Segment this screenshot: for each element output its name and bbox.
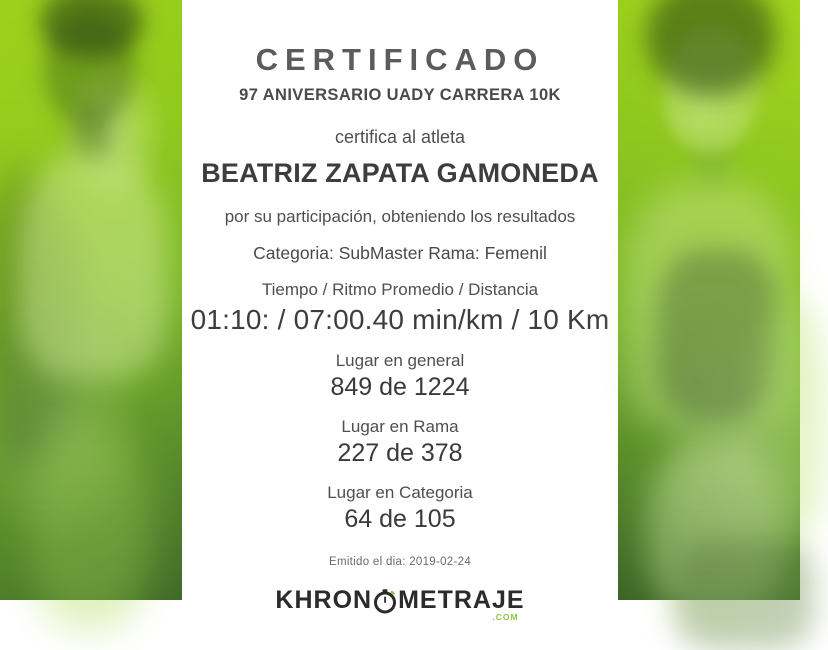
issued-date: Emitido el dia: 2019-02-24 <box>328 556 472 568</box>
category-rama-line: Categoria: SubMaster Rama: Femenil <box>253 243 547 263</box>
place-categoria-label: Lugar en Categoria <box>327 483 473 502</box>
place-general-label: Lugar en general <box>335 351 465 370</box>
right-photo-green-overlay <box>618 0 800 600</box>
metrics-value: 01:10: / 07:00.40 min/km / 10 Km <box>190 304 610 335</box>
place-general-value: 849 de 1224 <box>330 373 470 401</box>
participation-text: por su participación, obteniendo los resultados <box>224 207 576 226</box>
place-categoria <box>327 468 473 534</box>
certifies-label: certifica al atleta <box>334 127 466 147</box>
place-general <box>330 336 469 402</box>
logo-text-part1: KHRON <box>275 586 373 614</box>
stopwatch-icon <box>372 588 398 614</box>
athlete-name: BEATRIZ ZAPATA GAMONEDA <box>201 158 599 188</box>
metrics-label: Tiempo / Ritmo Promedio / Distancia <box>261 280 539 299</box>
place-categoria-value: 64 de 105 <box>344 505 456 533</box>
event-name: 97 ANIVERSARIO UADY CARRERA 10K <box>239 86 561 104</box>
certificate-title: CERTIFICADO <box>255 42 545 77</box>
place-rama-value: 227 de 378 <box>337 439 463 467</box>
left-photo-green-overlay <box>0 0 182 600</box>
logo-domain-suffix: .COM <box>492 612 519 622</box>
logo-text-part2: METRAJE <box>398 586 525 614</box>
right-runner-photo <box>618 0 800 600</box>
certificate-card <box>182 0 618 622</box>
place-rama <box>337 402 462 468</box>
left-runner-photo <box>0 0 182 600</box>
place-rama-label: Lugar en Rama <box>341 417 459 436</box>
khronometraje-logo <box>275 586 525 622</box>
